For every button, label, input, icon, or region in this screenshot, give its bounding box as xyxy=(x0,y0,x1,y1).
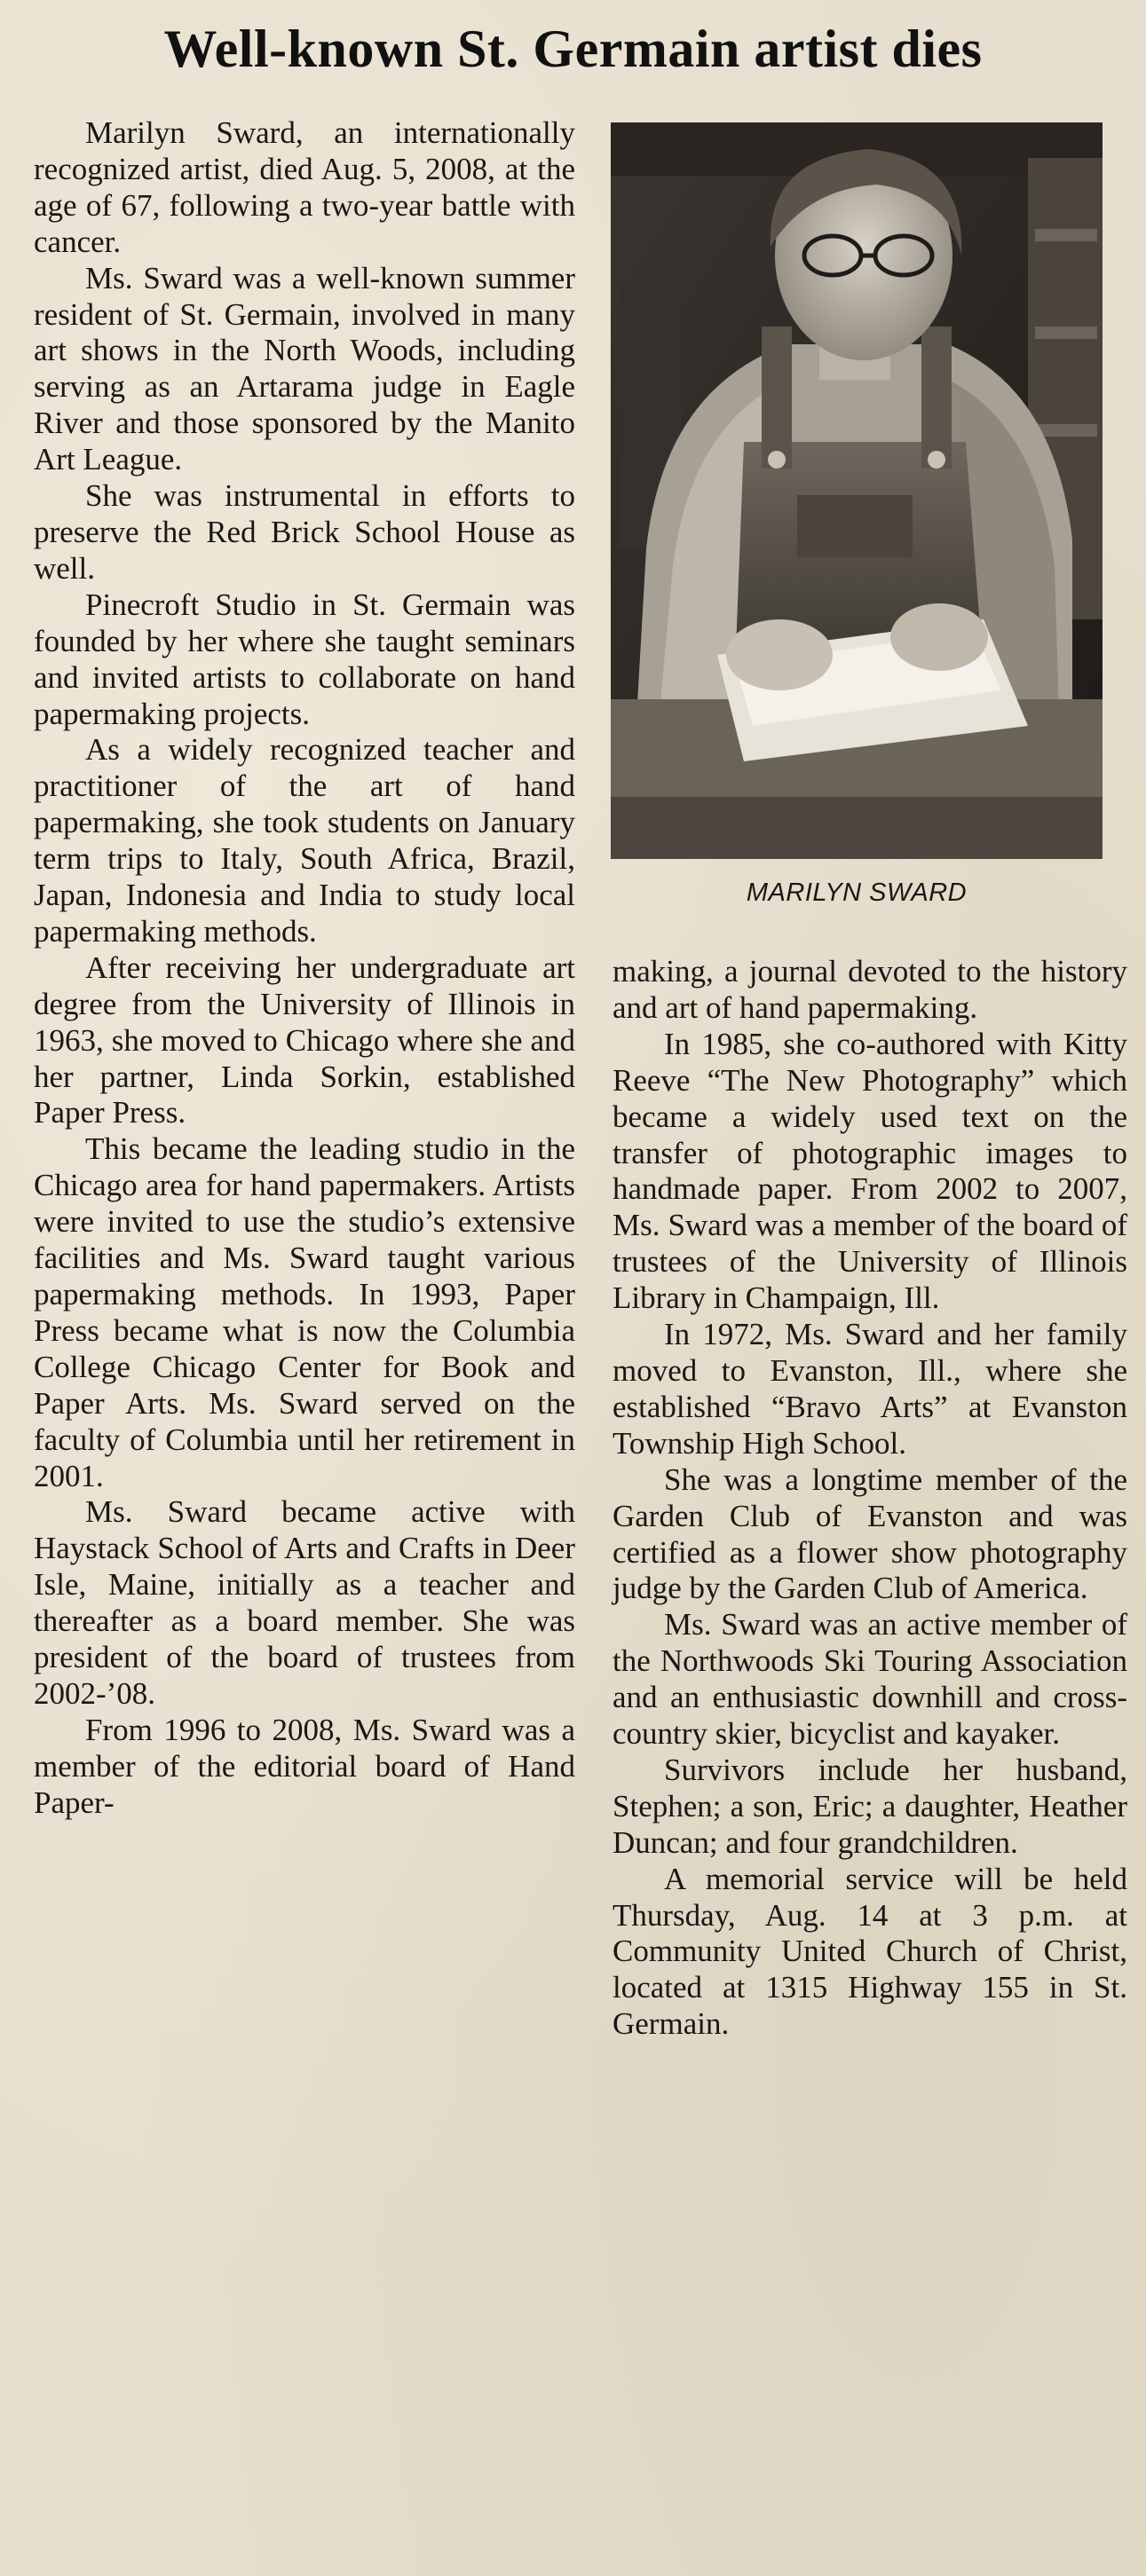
paragraph: Marilyn Sward, an internationally recognized artist, died Aug. 5, 2008, at the age of 67, following a two-year battle with cancer. xyxy=(34,115,575,259)
paragraph: A memorial service will be held Thursday, Aug. 14 at 3 p.m. at Community United Church of Christ, located at 1315 Highway 155 in St. Germain. xyxy=(613,1861,1127,2042)
paragraph: Survivors include her husband, Stephen; a son, Eric; a daughter, Heather Duncan; and four grandchildren. xyxy=(613,1752,1127,1860)
paragraph: Ms. Sward was a well-known summer resident of St. Germain, involved in many art shows in the North Woods, including serving as an Artarama judge in Eagle River and those sponsored by the Manito Art League. xyxy=(34,260,575,477)
paragraph: making, a journal devoted to the history and art of hand papermaking. xyxy=(613,954,1127,1025)
paragraph: From 1996 to 2008, Ms. Sward was a member of the editorial board of Hand Paper- xyxy=(34,1712,575,1820)
artist-photo xyxy=(611,122,1103,859)
photo-caption: MARILYN SWARD xyxy=(746,878,968,907)
paragraph: In 1985, she co-authored with Kitty Reeve “The New Photography” which became a widely used text on the transfer of photographic images to handmade paper. From 2002 to 2007, Ms. Sward was a member of the board of trustees of the University of Illinois Library in Champaign, Ill. xyxy=(613,1026,1127,1316)
paragraph: Ms. Sward was an active member of the Northwoods Ski Touring Association and an enthusiastic downhill and cross-country skier, bicyclist and kayaker. xyxy=(613,1607,1127,1752)
paragraph: She was instrumental in efforts to preserve the Red Brick School House as well. xyxy=(34,478,575,586)
paragraph: Ms. Sward became active with Haystack School of Arts and Crafts in Deer Isle, Maine, initially as a teacher and thereafter as a board member. She was president of the board of trustees from 2002-’08. xyxy=(34,1494,575,1711)
right-column xyxy=(613,954,1127,2043)
paragraph: In 1972, Ms. Sward and her family moved to Evanston, Ill., where she established “Bravo Arts” at Evanston Township High School. xyxy=(613,1317,1127,1461)
paragraph: After receiving her undergraduate art degree from the University of Illinois in 1963, she moved to Chicago where she and her partner, Linda Sorkin, established Paper Press. xyxy=(34,949,575,1130)
photo-illustration xyxy=(611,122,1103,859)
left-column xyxy=(34,115,575,1822)
paragraph: This became the leading studio in the Chicago area for hand papermakers. Artists were invited to use the studio’s extensive facilities and Ms. Sward taught various papermaking methods. In 1993, Paper Press became what is now the Columbia College Chicago Center for Book and Paper Arts. Ms. Sward served on the faculty of Columbia until her retirement in 2001. xyxy=(34,1131,575,1493)
paragraph: She was a longtime member of the Garden Club of Evanston and was certified as a flower show photography judge by the Garden Club of America. xyxy=(613,1461,1127,1606)
headline: Well-known St. Germain artist dies xyxy=(163,20,983,78)
paragraph: As a widely recognized teacher and practitioner of the art of hand papermaking, she took students on January term trips to Italy, South Africa, Brazil, Japan, Indonesia and India to study local papermaking methods. xyxy=(34,732,575,949)
paragraph: Pinecroft Studio in St. Germain was founded by her where she taught seminars and invited artists to collaborate on hand papermaking projects. xyxy=(34,587,575,731)
